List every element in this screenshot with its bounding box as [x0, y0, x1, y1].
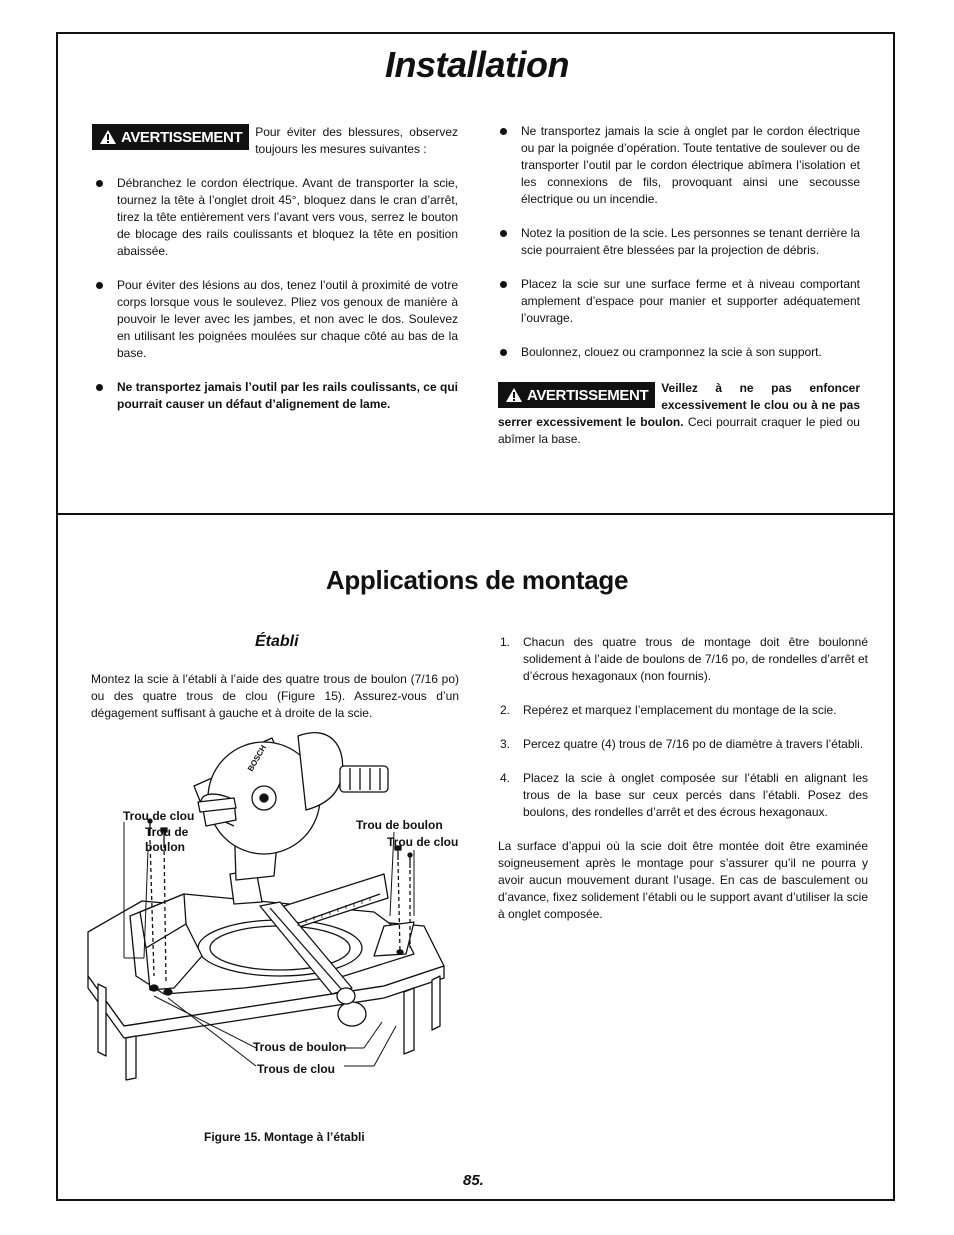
page-title: Installation — [384, 44, 570, 85]
warning-block-left — [92, 124, 458, 158]
list-item: 2. Repérez et marquez l’emplacement du montage de la scie. — [500, 703, 837, 717]
warning-block-right — [498, 380, 860, 448]
right-bullet-list — [496, 123, 860, 361]
workbench-mount-illustration — [84, 726, 454, 1086]
bullet-icon — [96, 180, 103, 187]
brand-logo: BOSCH — [245, 743, 269, 773]
callout-bolt-holes: Trous de boulon — [253, 1040, 347, 1054]
warning-badge — [498, 382, 655, 408]
callout-nail-holes: Trous de clou — [257, 1062, 336, 1076]
etabli-paragraph: Montez la scie à l’établi à l’aide des quatre trous de boulon (7/16 po) ou des quatre trous de clou (Figure 15). Assurez-vous d’un dégagement suffisant à gauche et à droite de la scie. — [91, 672, 459, 720]
list-item: Débranchez le cordon électrique. Avant de transporter la scie, tournez la tête à l’onglet droit 45°, bloquez dans le cran d’arrêt, tirez la tête entièrement vers l’avant vers vous, serrez le bouton de blocage des rails coulissants et bloquez la tête en position abaissée. — [92, 175, 458, 260]
bullet-icon — [500, 349, 507, 356]
warning-badge — [92, 124, 249, 150]
bullet-icon — [500, 128, 507, 135]
list-item: Ne transportez jamais l’outil par les rails coulissants, ce qui pourrait causer un défaut d’alignement de lame. — [92, 379, 458, 413]
figure-caption: Figure 15. Montage à l’établi — [204, 1130, 365, 1144]
warning2-bold: Veillez à ne pas enfoncer excessivement le clou ou à ne pas serrer excessivement le boulon. — [498, 381, 860, 429]
section-divider — [56, 513, 895, 515]
list-item: 3. Percez quatre (4) trous de 7/16 po de diamètre à travers l’établi. — [500, 737, 864, 751]
etabli-heading: Établi — [255, 633, 299, 650]
callout-bolt-hole-right: Trou de boulon — [356, 818, 443, 832]
list-item: Notez la position de la scie. Les personnes se tenant derrière la scie pourraient être blessées par la projection de débris. — [496, 225, 860, 259]
list-item: Ne transportez jamais la scie à onglet par le cordon électrique ou par la poignée d’opération. Toute tentative de soulever ou de transporter l’outil par le cordon électrique abîmera l’isolation et les connexions de fils, provoquant ainsi une secousse électrique ou un incendie. — [496, 123, 860, 208]
warning-badge-label: AVERTISSEMENT — [527, 386, 649, 404]
warning-intro: Pour éviter des blessures, observez toujours les mesures suivantes : — [255, 125, 458, 156]
list-item: 1. Chacun des quatre trous de montage doit être boulonné solidement à l’aide de boulons de 7/16 po, de rondelles d’arrêt et d’écrous hexagonaux (non fournis). — [500, 635, 868, 683]
list-item: Placez la scie sur une surface ferme et à niveau comportant amplement d’espace pour manier et supporter adéquatement l’ouvrage. — [496, 276, 860, 327]
bullet-icon — [500, 230, 507, 237]
warning-triangle-icon — [99, 129, 117, 145]
bullet-icon — [96, 282, 103, 289]
callout-bolt-hole-left: Trou de boulon — [145, 825, 189, 854]
warning-badge-label: AVERTISSEMENT — [121, 128, 243, 146]
list-item: 4. Placez la scie à onglet composée sur l’établi en alignant les trous de la base sur ceux percés dans l’établi. Posez des boulons, des rondelles d’arrêt et des écrous hexagonaux. — [500, 771, 868, 819]
callout-nail-hole-right: Trou de clou — [387, 835, 459, 849]
warning-triangle-icon — [505, 387, 523, 403]
steps-list — [498, 634, 868, 923]
list-item: Boulonnez, clouez ou cramponnez la scie à son support. — [496, 344, 860, 361]
warning2-normal: Ceci pourrait craquer le pied ou abîmer la base. — [498, 415, 860, 446]
closing-paragraph: La surface d’appui où la scie doit être montée doit être examinée soigneusement après le montage pour s’assurer qu’il ne pourra y avoir aucun mouvement durant l’usage. En cas de basculement ou d’avance, fixez solidement l’établi ou le support avant d’utiliser la scie à onglet composée. — [498, 839, 868, 921]
left-bullet-list — [92, 175, 458, 413]
bullet-icon — [500, 281, 507, 288]
list-item: Pour éviter des lésions au dos, tenez l’outil à proximité de votre corps lorsque vous le soulevez. Pliez vos genoux de manière à pouvoir le lever avec les jambes, et non avec le dos. Soulevez en utilisant les poignées moulées sur chaque côté au bas de la base. — [92, 277, 458, 362]
section-title: Applications de montage — [325, 565, 629, 595]
bullet-icon — [96, 384, 103, 391]
callout-nail-hole-left: Trou de clou — [123, 809, 195, 823]
page-number: 85. — [463, 1172, 484, 1189]
